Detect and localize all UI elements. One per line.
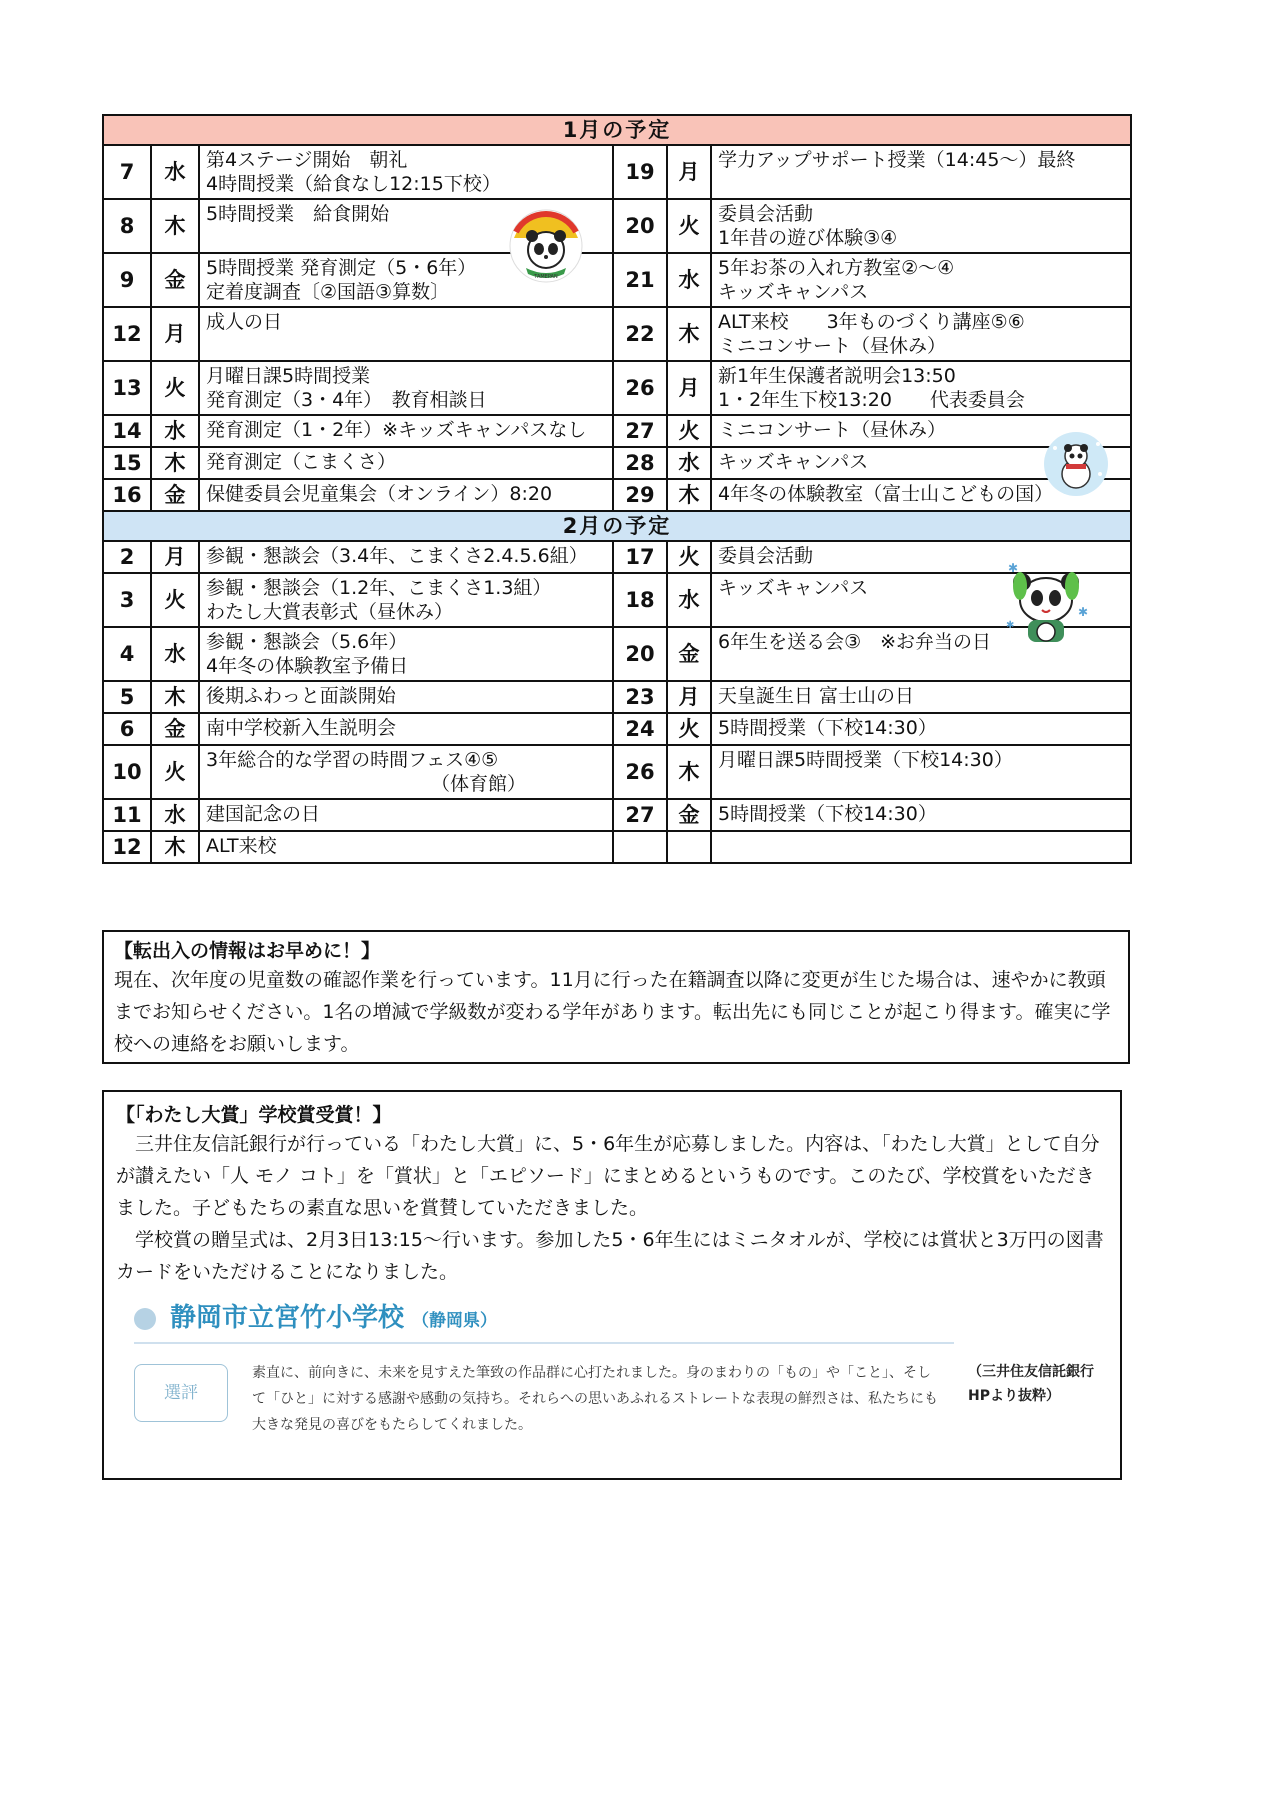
event-right: 5時間授業（下校14:30） <box>711 799 1131 831</box>
weekday-left: 月 <box>151 307 199 361</box>
event-left: 参観・懇談会（3.4年、こまくさ2.4.5.6組） <box>199 541 613 573</box>
event-left: 参観・懇談会（5.6年） 4年冬の体験教室予備日 <box>199 627 613 681</box>
weekday-right: 木 <box>667 745 711 799</box>
day-number-right: 18 <box>613 573 667 627</box>
january-header-row <box>103 115 1131 145</box>
day-number-left: 12 <box>103 307 151 361</box>
day-number-right: 26 <box>613 745 667 799</box>
event-right: 月曜日課5時間授業（下校14:30） <box>711 745 1131 799</box>
review-source-note: （三井住友信託銀行HPより抜粋） <box>968 1364 1094 1404</box>
review-text: 素直に、前向きに、未来を見すえた筆致の作品群に心打たれました。身のまわりの「もの」や「こと」、そして「ひと」に対する感謝や感動の気持ち。それらへの思いあふれるストレートな表現の鮮烈さは、私たちにも大きな発見の喜びをもたらしてくれました。 <box>252 1365 938 1433</box>
weekday-left: 金 <box>151 253 199 307</box>
day-number-right: 27 <box>613 415 667 447</box>
event-right: ALT来校 3年ものづくり講座⑤⑥ ミニコンサート（昼休み） <box>711 307 1131 361</box>
schedule-row <box>103 307 1131 361</box>
day-number-right: 19 <box>613 145 667 199</box>
weekday-right: 木 <box>667 307 711 361</box>
schedule-row <box>103 681 1131 713</box>
weekday-left: 木 <box>151 447 199 479</box>
event-left: 月曜日課5時間授業 発育測定（3・4年） 教育相談日 <box>199 361 613 415</box>
day-number-left: 8 <box>103 199 151 253</box>
svg-text:✱: ✱ <box>1078 605 1089 619</box>
day-number-right: 23 <box>613 681 667 713</box>
event-left-line2: （体育館） <box>430 773 526 795</box>
event-left: 建国記念の日 <box>199 799 613 831</box>
schedule-row <box>103 745 1131 799</box>
weekday-left: 水 <box>151 627 199 681</box>
day-number-left: 16 <box>103 479 151 511</box>
event-left: 成人の日 <box>199 307 613 361</box>
weekday-right: 月 <box>667 361 711 415</box>
school-prefecture: （静岡県） <box>412 1311 498 1331</box>
event-right: 5時間授業（下校14:30） <box>711 713 1131 745</box>
panda-mascot-winter-icon <box>998 560 1094 656</box>
schedule-row <box>103 447 1131 479</box>
schedule-row <box>103 799 1131 831</box>
day-number-left: 13 <box>103 361 151 415</box>
day-number-left: 4 <box>103 627 151 681</box>
event-left: 南中学校新入生説明会 <box>199 713 613 745</box>
award-paragraph-2: 学校賞の贈呈式は、2月3日13:15～行います。参加した5・6年生にはミニタオルが、学校には賞状と3万円の図書カードをいただけることになりました。 <box>116 1229 1104 1283</box>
event-left: 保健委員会児童集会（オンライン）8:20 <box>199 479 613 511</box>
event-right: 委員会活動 <box>711 541 1131 573</box>
weekday-left: 火 <box>151 573 199 627</box>
review-label-badge: 選評 <box>134 1364 228 1422</box>
event-left: 5時間授業 発育測定（5・6年） 定着度調査〔②国語③算数〕 <box>199 253 613 307</box>
schedule-row <box>103 573 1131 627</box>
weekday-left: 火 <box>151 745 199 799</box>
day-number-left: 11 <box>103 799 151 831</box>
day-number-right: 21 <box>613 253 667 307</box>
weekday-right: 火 <box>667 415 711 447</box>
award-school-line <box>134 1297 954 1344</box>
day-number-left: 6 <box>103 713 151 745</box>
weekday-left: 火 <box>151 361 199 415</box>
weekday-left: 水 <box>151 415 199 447</box>
event-right: 4年冬の体験教室（富士山こどもの国） <box>711 479 1131 511</box>
day-number-right: 28 <box>613 447 667 479</box>
event-right: キッズキャンパス <box>711 573 1131 627</box>
award-title: 【「わたし大賞」学校賞受賞！】 <box>116 1104 392 1126</box>
weekday-left: 木 <box>151 831 199 863</box>
event-right: ミニコンサート（昼休み） <box>711 415 1131 447</box>
weekday-left: 水 <box>151 145 199 199</box>
transfer-notice-title: 【転出入の情報はお早めに！】 <box>114 940 381 962</box>
event-right: キッズキャンパス <box>711 447 1131 479</box>
panda-mascot-sun-icon <box>508 208 584 284</box>
day-number-left: 14 <box>103 415 151 447</box>
day-number-left: 5 <box>103 681 151 713</box>
february-header: 2月の予定 <box>103 511 1131 541</box>
weekday-left: 木 <box>151 681 199 713</box>
schedule-row <box>103 145 1131 199</box>
weekday-right: 金 <box>667 799 711 831</box>
february-header-row <box>103 511 1131 541</box>
svg-text:✱: ✱ <box>1006 620 1015 631</box>
event-right: 天皇誕生日 富士山の日 <box>711 681 1131 713</box>
day-number-right: 27 <box>613 799 667 831</box>
weekday-right: 火 <box>667 713 711 745</box>
event-left: 参観・懇談会（1.2年、こまくさ1.3組） わたし大賞表彰式（昼休み） <box>199 573 613 627</box>
weekday-right: 月 <box>667 145 711 199</box>
day-number-right: 20 <box>613 199 667 253</box>
weekday-right: 火 <box>667 541 711 573</box>
day-number-left: 9 <box>103 253 151 307</box>
event-left: 5時間授業 給食開始 <box>199 199 613 253</box>
award-paragraph-1: 三井住友信託銀行が行っている「わたし大賞」に、5・6年生が応募しました。内容は、「わたし大賞」として自分が讃えたい「人 モノ コト」を「賞状」と「エピソード」にまとめるというものです。このたび、学校賞をいただきました。子どもたちの素直な思いを賞賛していただきました。 <box>116 1133 1100 1219</box>
january-schedule-table <box>102 114 1132 512</box>
february-schedule-table <box>102 510 1132 864</box>
svg-text:✱: ✱ <box>1008 561 1019 575</box>
event-right: 学力アップサポート授業（14:45～）最終 <box>711 145 1131 199</box>
schedule-row <box>103 253 1131 307</box>
schedule-row <box>103 627 1131 681</box>
day-number-right: 29 <box>613 479 667 511</box>
day-number-left: 12 <box>103 831 151 863</box>
day-number-left: 10 <box>103 745 151 799</box>
school-name: 静岡市立宮竹小学校 <box>170 1303 405 1333</box>
weekday-left: 金 <box>151 713 199 745</box>
weekday-left: 金 <box>151 479 199 511</box>
weekday-right: 水 <box>667 573 711 627</box>
day-number-right: 22 <box>613 307 667 361</box>
day-number-left: 15 <box>103 447 151 479</box>
event-right: 新1年生保護者説明会13:50 1・2年生下校13:20 代表委員会 <box>711 361 1131 415</box>
day-number-left: 3 <box>103 573 151 627</box>
svg-text:TAMEPAN: TAMEPAN <box>534 274 558 280</box>
schedule-row <box>103 479 1131 511</box>
weekday-left: 水 <box>151 799 199 831</box>
event-left <box>199 745 613 799</box>
schedule-row <box>103 541 1131 573</box>
transfer-notice-body: 現在、次年度の児童数の確認作業を行っています。11月に行った在籍調査以降に変更が生じた場合は、速やかに教頭までお知らせください。1名の増減で学級数が変わる学年があります。転出先にも同じことが起こり得ます。確実に学校への連絡をお願いします。 <box>114 969 1111 1055</box>
day-number-left: 2 <box>103 541 151 573</box>
day-number-left: 7 <box>103 145 151 199</box>
weekday-right: 水 <box>667 253 711 307</box>
award-box <box>102 1090 1122 1480</box>
day-number-right: 17 <box>613 541 667 573</box>
bullet-dot-icon <box>134 1308 156 1330</box>
schedule-row <box>103 361 1131 415</box>
weekday-right: 木 <box>667 479 711 511</box>
event-left: 発育測定（1・2年）※キッズキャンパスなし <box>199 415 613 447</box>
event-right: 6年生を送る会③ ※お弁当の日 <box>711 627 1131 681</box>
day-number-right: 20 <box>613 627 667 681</box>
schedule-row <box>103 415 1131 447</box>
event-left-line1: 3年総合的な学習の時間フェス④⑤ <box>206 749 499 771</box>
event-left: ALT来校 <box>199 831 613 863</box>
day-number-right: 26 <box>613 361 667 415</box>
weekday-left: 月 <box>151 541 199 573</box>
january-header: 1月の予定 <box>103 115 1131 145</box>
day-number-right: 24 <box>613 713 667 745</box>
event-right: 委員会活動 1年昔の遊び体験③④ <box>711 199 1131 253</box>
weekday-left: 木 <box>151 199 199 253</box>
weekday-right <box>667 831 711 863</box>
weekday-right: 金 <box>667 627 711 681</box>
event-right: 5年お茶の入れ方教室②～④ キッズキャンパス <box>711 253 1131 307</box>
transfer-notice-box <box>102 930 1130 1064</box>
event-left: 後期ふわっと面談開始 <box>199 681 613 713</box>
weekday-right: 水 <box>667 447 711 479</box>
schedule-row <box>103 831 1131 863</box>
weekday-right: 月 <box>667 681 711 713</box>
schedule-row <box>103 713 1131 745</box>
event-left: 発育測定（こまくさ） <box>199 447 613 479</box>
event-right <box>711 831 1131 863</box>
day-number-right <box>613 831 667 863</box>
panda-mascot-snow-icon <box>1040 428 1112 498</box>
event-left: 第4ステージ開始 朝礼 4時間授業（給食なし12:15下校） <box>199 145 613 199</box>
schedule-row <box>103 199 1131 253</box>
weekday-right: 火 <box>667 199 711 253</box>
